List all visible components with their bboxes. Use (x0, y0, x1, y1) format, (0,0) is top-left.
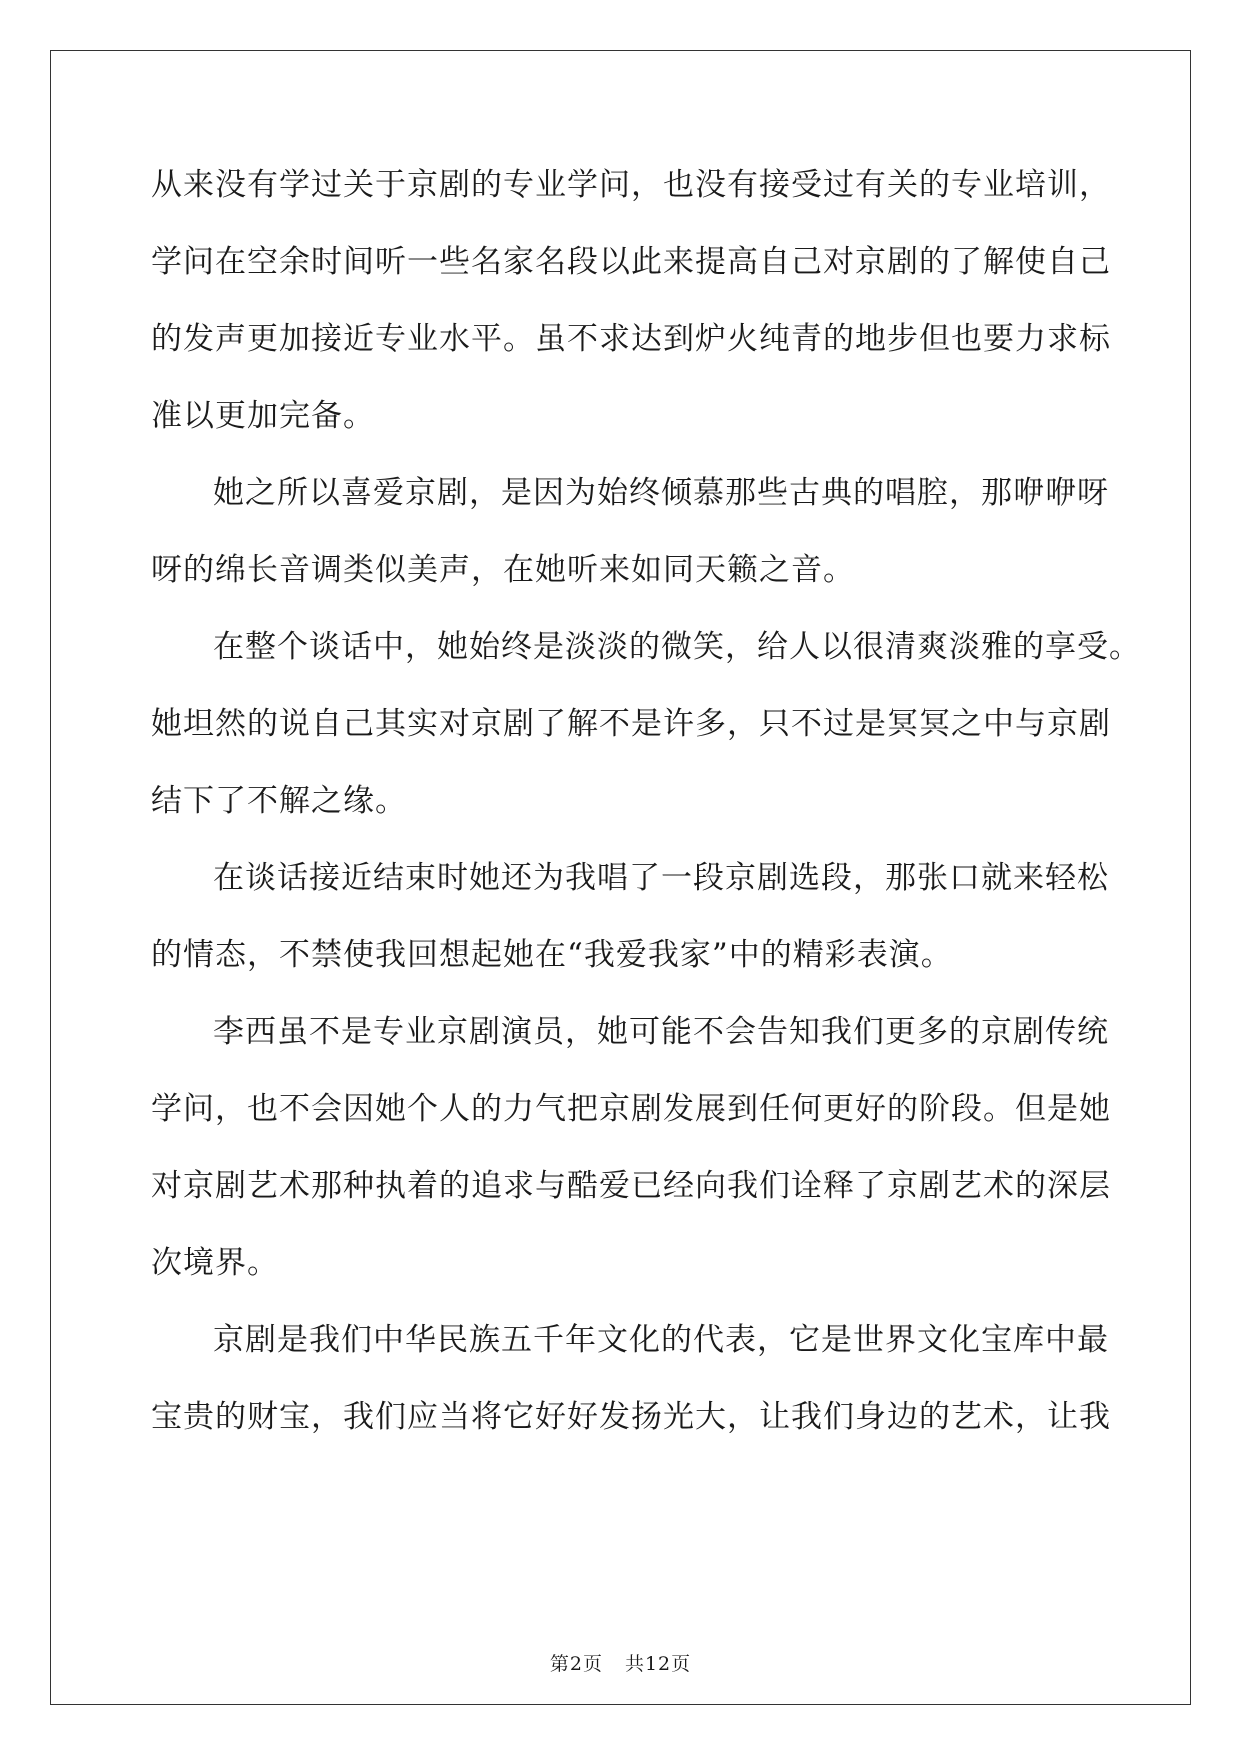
text-line: 次境界。 (151, 1245, 279, 1281)
text-line: 宝贵的财宝，我们应当将它好好发扬光大，让我们身边的艺术，让我 (151, 1399, 1111, 1435)
paragraph-start-line: 在整个谈话中，她始终是淡淡的微笑，给人以很清爽淡雅的享受。 (213, 629, 1141, 665)
text-line: 她坦然的说自己其实对京剧了解不是许多，只不过是冥冥之中与京剧 (151, 706, 1111, 742)
text-line: 呀的绵长音调类似美声，在她听来如同天籁之音。 (151, 552, 855, 588)
page-footer (0, 1649, 1241, 1676)
paragraph-start-line: 她之所以喜爱京剧，是因为始终倾慕那些古典的唱腔，那咿咿呀 (213, 475, 1109, 511)
text-line: 的发声更加接近专业水平。虽不求达到炉火纯青的地步但也要力求标 (151, 321, 1111, 357)
text-line: 的情态，不禁使我回想起她在“我爱我家”中的精彩表演。 (151, 937, 953, 973)
text-line: 学问在空余时间听一些名家名段以此来提高自己对京剧的了解使自己 (151, 244, 1111, 280)
paragraph-start-line: 李西虽不是专业京剧演员，她可能不会告知我们更多的京剧传统 (213, 1014, 1109, 1050)
text-line: 学问，也不会因她个人的力气把京剧发展到任何更好的阶段。但是她 (151, 1091, 1111, 1127)
text-line: 从来没有学过关于京剧的专业学问，也没有接受过有关的专业培训， (151, 167, 1111, 203)
page-total: 共12页 (624, 1653, 692, 1675)
paragraph-start-line: 京剧是我们中华民族五千年文化的代表，它是世界文化宝库中最 (213, 1322, 1109, 1358)
text-line: 准以更加完备。 (151, 398, 375, 434)
document-body (151, 160, 1141, 1469)
paragraph-start-line: 在谈话接近结束时她还为我唱了一段京剧选段，那张口就来轻松 (213, 860, 1109, 896)
text-line: 对京剧艺术那种执着的追求与酷爱已经向我们诠释了京剧艺术的深层 (151, 1168, 1111, 1204)
text-line: 结下了不解之缘。 (151, 783, 407, 819)
page-number: 第2页 (549, 1653, 603, 1675)
